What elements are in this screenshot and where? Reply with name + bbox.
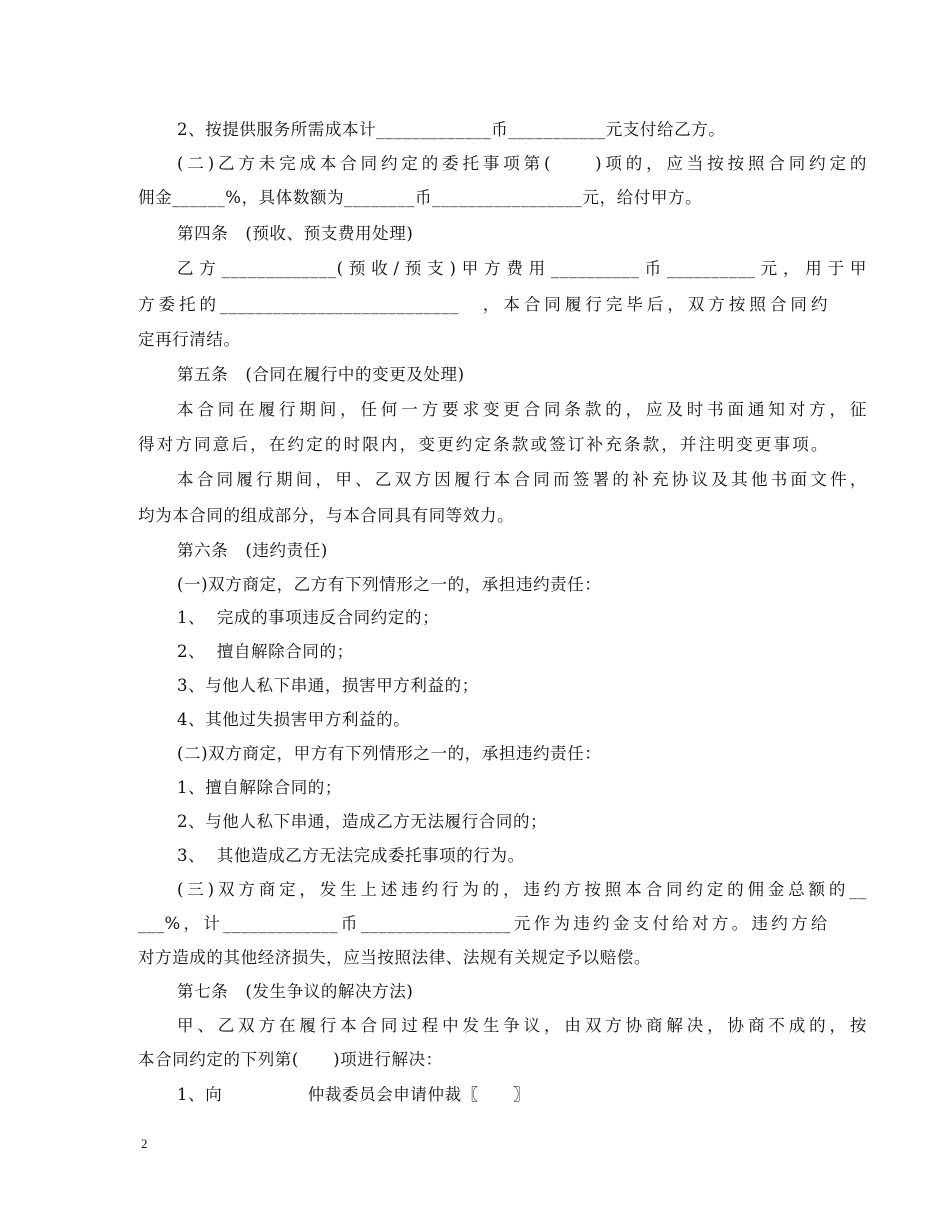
list-item: 1、擅自解除合同的；: [177, 778, 342, 797]
section-heading: 第五条 (合同在履行中的变更及处理): [177, 365, 465, 384]
text-line: 乙方_____________(预收/预支)甲方费用__________币__________元，用于甲: [177, 259, 867, 278]
text-line: (一)双方商定，乙方有下列情形之一的，承担违约责任：: [177, 575, 602, 594]
text-line: 对方造成的其他经济损失，应当按照法律、法规有关规定予以赔偿。: [138, 948, 651, 967]
text-line: 本合同约定的下列第( )项进行解决：: [138, 1050, 443, 1069]
list-item: 1、 完成的事项违反合同约定的；: [177, 608, 440, 627]
text-line: 方委托的___________________________ ，本合同履行完毕后，双方按照合同约: [138, 295, 828, 314]
page-number: 2: [141, 1136, 148, 1151]
list-item: 4、其他过失损害甲方利益的。: [177, 710, 411, 729]
list-item: 2、与他人私下串通，造成乙方无法履行合同的；: [177, 812, 548, 831]
text-line: 均为本合同的组成部分，与本合同具有同等效力。: [138, 506, 515, 525]
text-line: (三)双方商定，发生上述违约行为的，违约方按照本合同约定的佣金总额的__: [177, 880, 867, 899]
list-item: 3、 其他造成乙方无法完成委托事项的行为。: [177, 846, 525, 865]
list-item: 3、与他人私下串通，损害甲方利益的；: [177, 676, 479, 695]
text-line: 定再行清结。: [138, 330, 241, 349]
text-line: 2、按提供服务所需成本计_____________币___________元支付给乙方。: [177, 120, 726, 139]
section-heading: 第六条 (违约责任): [177, 541, 328, 560]
list-item: 2、 擅自解除合同的；: [177, 642, 354, 661]
text-line: (二)双方商定，甲方有下列情形之一的，承担违约责任：: [177, 744, 602, 763]
text-line: (二)乙方未完成本合同约定的委托事项第( )项的，应当按按照合同约定的: [177, 154, 867, 173]
section-heading: 第七条 (发生争议的解决方法): [177, 982, 414, 1001]
list-item: 1、向 仲裁委员会申请仲裁〖 〗: [177, 1085, 531, 1104]
text-line: 本合同履行期间，甲、乙双方因履行本合同而签署的补充协议及其他书面文件，: [177, 470, 867, 489]
text-line: 本合同在履行期间，任何一方要求变更合同条款的，应及时书面通知对方，征: [177, 400, 867, 419]
section-heading: 第四条 (预收、预支费用处理): [177, 224, 414, 243]
text-line: ___%，计_____________币_________________元作为违约金支付给对方。违约方给: [138, 914, 828, 933]
text-line: 甲、乙双方在履行本合同过程中发生争议，由双方协商解决，协商不成的，按: [177, 1016, 867, 1035]
text-line: 佣金______%，具体数额为________币_________________元，给付甲方。: [138, 188, 703, 207]
text-line: 得对方同意后，在约定的时限内，变更约定条款或签订补充条款，并注明变更事项。: [138, 435, 828, 454]
